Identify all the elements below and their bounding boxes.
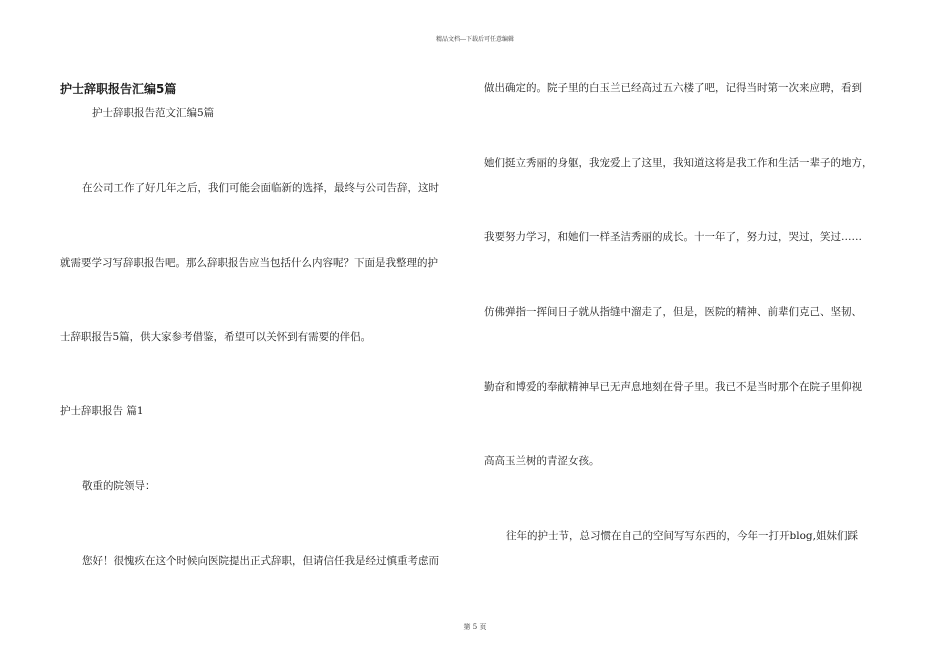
paragraph-line: 往年的护士节，总习惯在自己的空间写写东西的，今年一打开blog,姐妹们踩 xyxy=(506,530,858,542)
paragraph-line: 勤奋和博爱的奉献精神早已无声息地刻在骨子里。我已不是当时那个在院子里仰视 xyxy=(484,381,862,393)
subtitle: 护士辞职报告范文汇编5篇 xyxy=(92,107,215,119)
paragraph-line: 做出确定的。院子里的白玉兰已经高过五六楼了吧，记得当时第一次来应聘，看到 xyxy=(484,82,862,94)
paragraph-line: 在公司工作了好几年之后，我们可能会面临新的选择，最终与公司告辞，这时 xyxy=(82,182,439,194)
paragraph-line: 高高玉兰树的青涩女孩。 xyxy=(484,455,600,467)
salutation: 敬重的院领导： xyxy=(82,480,156,492)
page-number: 第 5 页 xyxy=(463,623,487,631)
paragraph-line: 就需要学习写辞职报告吧。那么辞职报告应当包括什么内容呢？下面是我整理的护 xyxy=(60,257,438,269)
paragraph-line: 您好！很愧疚在这个时候向医院提出正式辞职，但请信任我是经过慎重考虑而 xyxy=(82,555,439,567)
paragraph-line: 她们挺立秀丽的身躯，我宠爱上了这里，我知道这将是我工作和生活一辈子的地方， xyxy=(484,157,873,169)
section-heading: 护士辞职报告 篇1 xyxy=(60,405,144,417)
paragraph-line: 仿佛弹指一挥间日子就从指缝中溜走了，但是，医院的精神、前辈们克己、坚韧、 xyxy=(484,306,862,318)
paragraph-line: 我要努力学习，和她们一样圣洁秀丽的成长。十一年了，努力过，哭过，笑过…… xyxy=(484,231,862,243)
page-header: 精品文档---下载后可任意编辑 xyxy=(435,36,515,43)
paragraph-line: 士辞职报告5篇，供大家参考借鉴，希望可以关怀到有需要的伴侣。 xyxy=(60,331,372,343)
document-title: 护士辞职报告汇编5篇 xyxy=(60,82,177,96)
